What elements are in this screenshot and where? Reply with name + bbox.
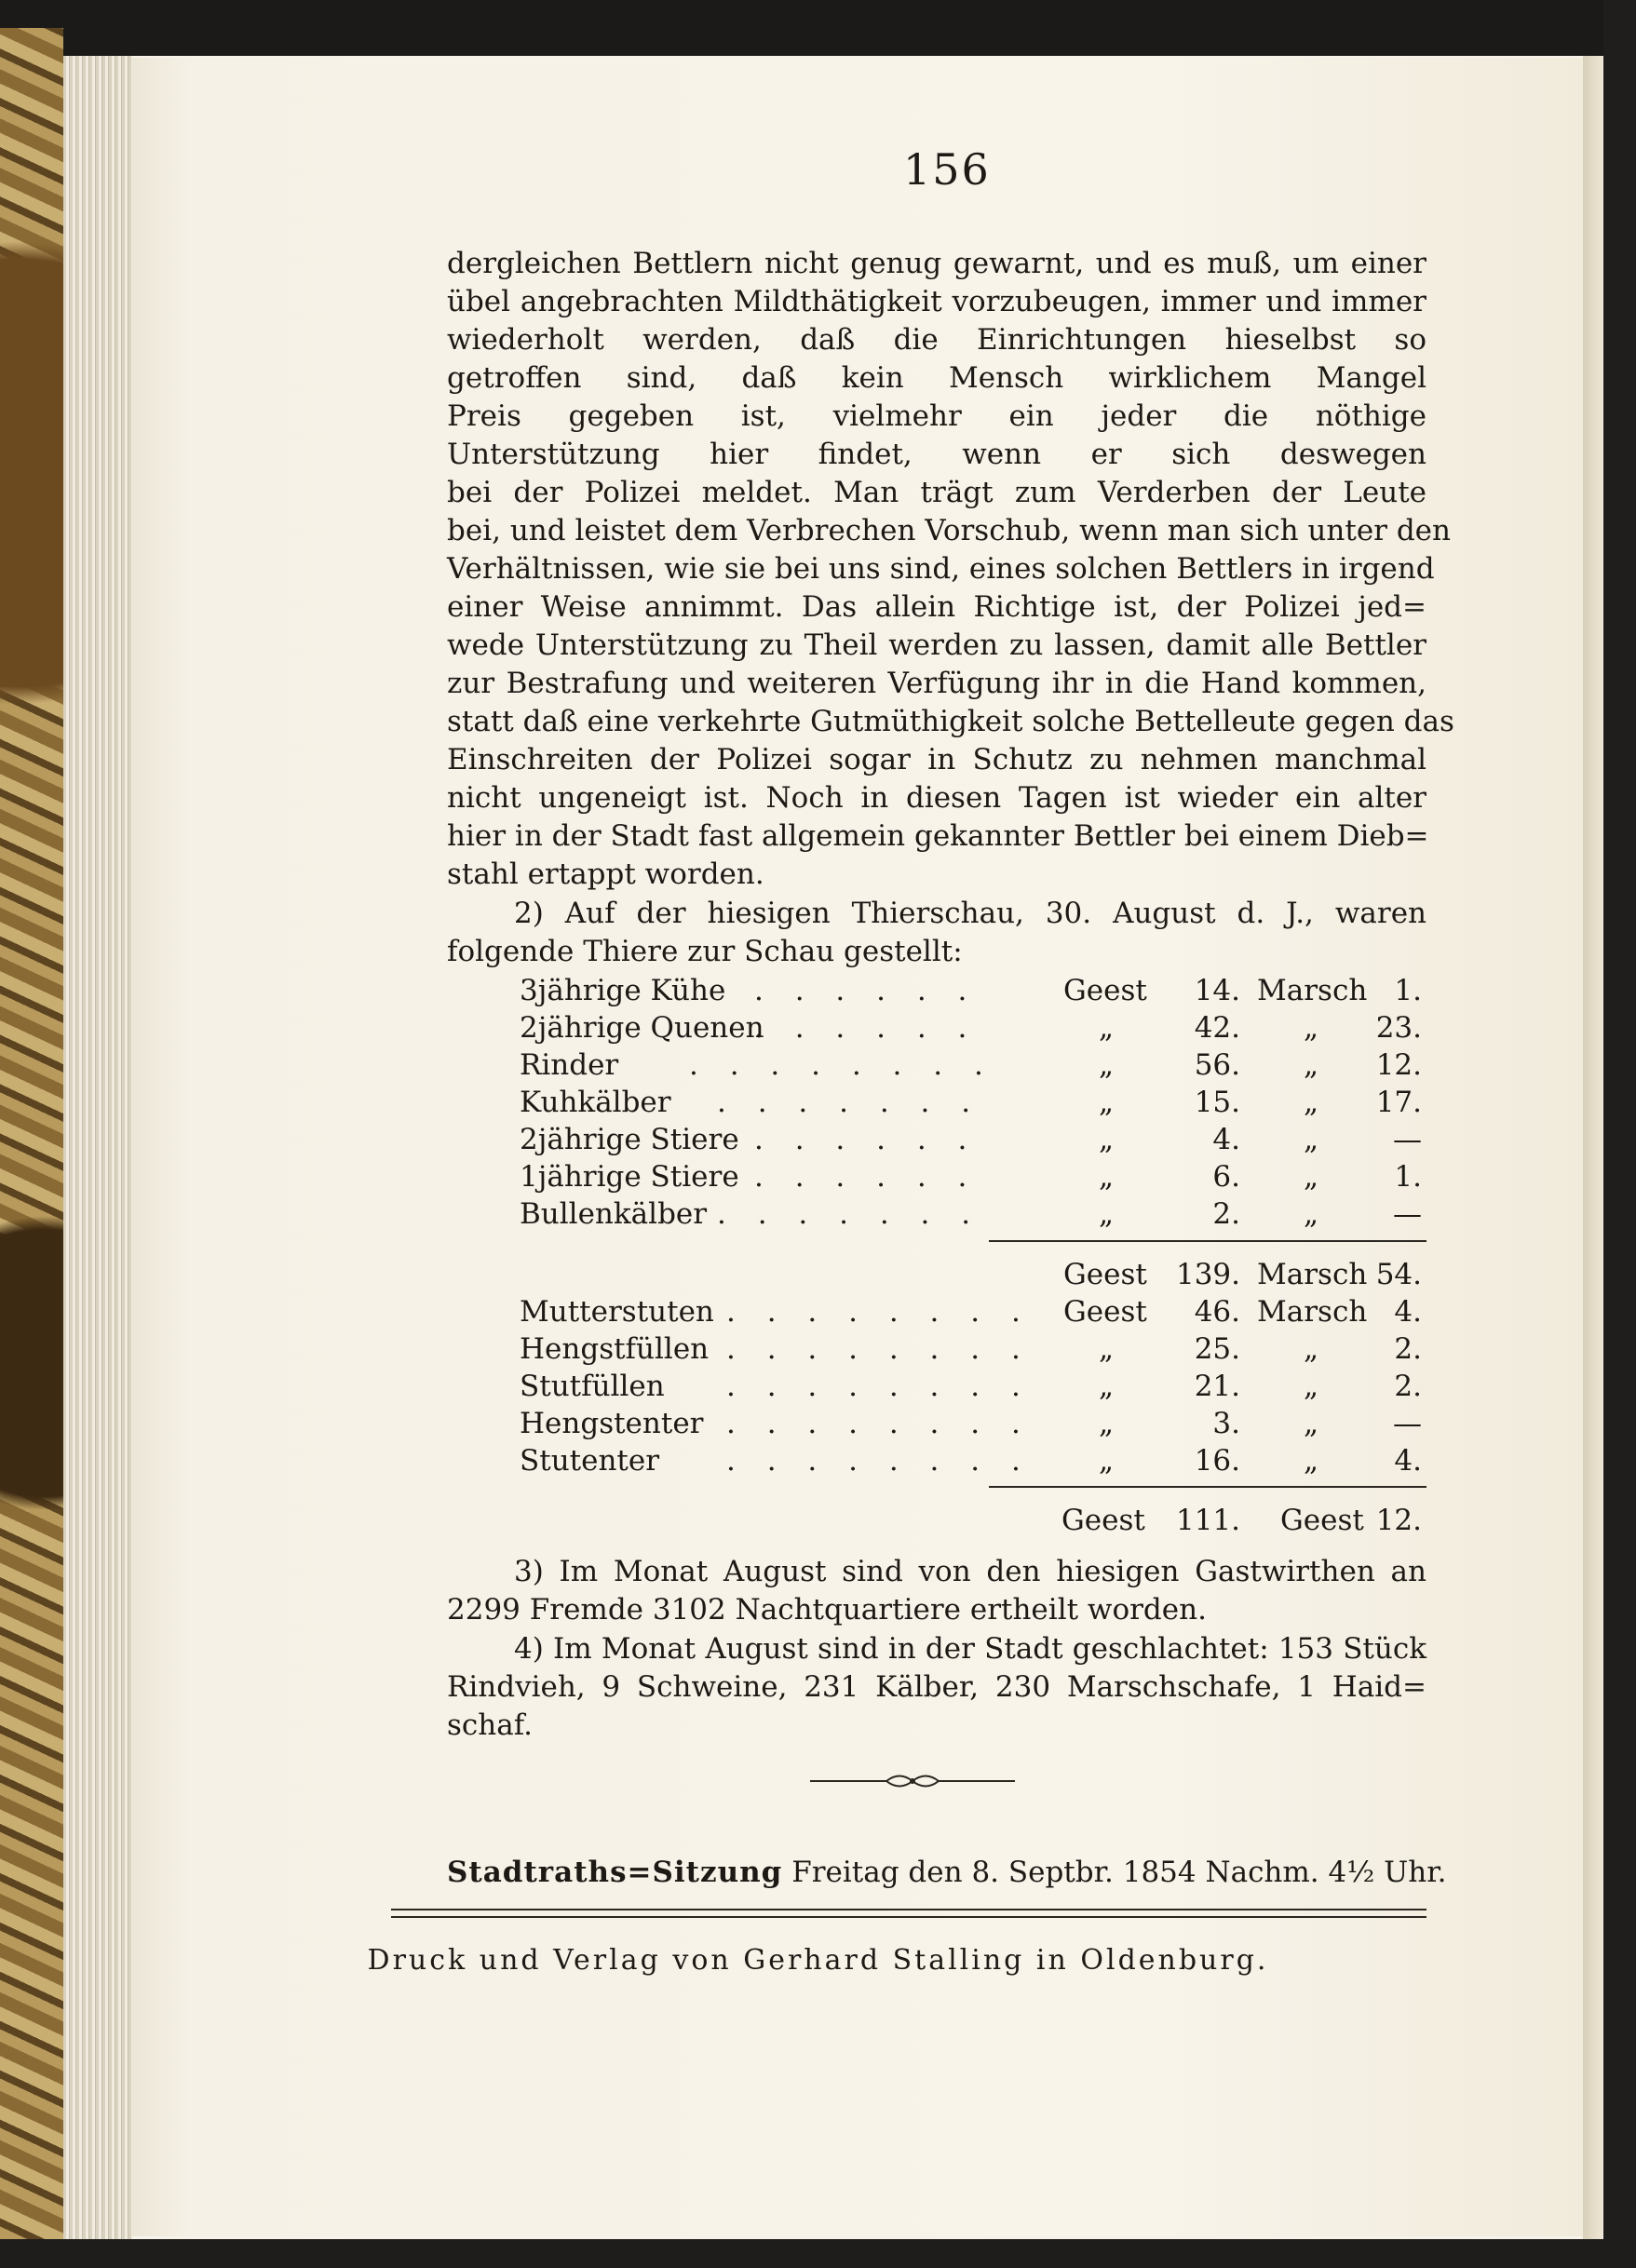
row-animal: Mutterstuten [520,1295,714,1329]
row-geest-label: „ [1099,1332,1115,1366]
table-row [447,1157,1426,1196]
item4-line: Rindvieh, 9 Schweine, 231 Kälber, 230 Marschschafe, 1 Haid= [447,1670,1426,1704]
row-geest-value: 15. [1194,1086,1240,1119]
row-dots: . . . . . . . . [726,1332,1032,1366]
row-animal: Rinder [520,1048,619,1082]
paragraph-line: Unterstützung hier findet, wenn er sich deswegen [447,438,1426,471]
row-marsch-label: „ [1304,1011,1319,1045]
paragraph-line: wiederholt werden, daß die Einrichtungen hieselbst so [447,323,1426,357]
item2-line: 2) Auf der hiesigen Thierschau, 30. August d. J., waren [514,897,1426,930]
row-marsch-value: 12. [1375,1048,1422,1082]
table-row [447,971,1426,1010]
row-marsch-label: „ [1304,1444,1319,1478]
total-geest-value: 139. [1175,1258,1240,1291]
row-dots: . . . . . . . . [726,1444,1032,1478]
row-marsch-value: 1. [1394,974,1422,1007]
table-row [447,1046,1426,1085]
row-geest-label: „ [1099,1407,1115,1440]
printer-imprint: Druck und Verlag von Gerhard Stalling in Oldenburg. [367,1944,1269,1977]
total-geest-label: Geest [1063,1258,1147,1291]
row-dots: . . . . . . [754,1160,979,1194]
row-animal: 3jährige Kühe [520,974,726,1007]
row-geest-label: „ [1099,1011,1115,1045]
paragraph-line: wede Unterstützung zu Theil werden zu lassen, damit alle Bettler [447,628,1426,662]
page-number: 156 [903,144,991,195]
row-dots: . . . . . . [754,1011,979,1045]
row-geest-label: „ [1099,1197,1115,1231]
total-marsch-value: 54. [1375,1258,1422,1291]
row-geest-label: „ [1099,1123,1115,1156]
row-animal: Stutenter [520,1444,660,1478]
table-row [447,1008,1426,1047]
paragraph-line: bei der Polizei meldet. Man trägt zum Verderben der Leute [447,476,1426,509]
row-geest-label: „ [1099,1444,1115,1478]
item3-line: 3) Im Monat August sind von den hiesigen Gastwirthen an [514,1555,1426,1588]
row-dots: . . . . . . [754,974,979,1007]
paragraph-line: nicht ungeneigt ist. Noch in diesen Tagen ist wieder ein alter [447,781,1426,815]
row-marsch-label: „ [1304,1123,1319,1156]
row-marsch-value: 2. [1394,1332,1422,1366]
row-animal: 1jährige Stiere [520,1160,739,1194]
row-geest-value: 42. [1194,1011,1240,1045]
session-title: Stadtraths=Sitzung [447,1856,783,1889]
row-animal: Hengstfüllen [520,1332,710,1366]
total-marsch-value: 12. [1375,1504,1422,1537]
row-geest-value: 14. [1194,974,1240,1007]
row-geest-value: 6. [1212,1160,1240,1194]
row-marsch-label: „ [1304,1370,1319,1403]
row-geest-value: 56. [1194,1048,1240,1082]
row-animal: Kuhkälber [520,1086,671,1119]
total-geest-value: 111. [1175,1504,1240,1537]
marbled-cover-edge [0,28,63,2253]
row-marsch-value: 23. [1375,1011,1422,1045]
session-notice [447,1853,1447,1892]
table-row [447,1367,1426,1406]
row-geest-value: 3. [1212,1407,1240,1440]
table-row [447,1120,1426,1159]
row-geest-value: 4. [1212,1123,1240,1156]
paragraph-line: getroffen sind, daß kein Mensch wirklichem Mangel [447,361,1426,395]
row-geest-label: „ [1099,1086,1115,1119]
row-marsch-value: — [1393,1407,1422,1440]
row-marsch-label: „ [1304,1086,1319,1119]
paragraph-line: dergleichen Bettlern nicht genug gewarnt, und es muß, um einer [447,247,1426,280]
row-marsch-value: 17. [1375,1086,1422,1119]
row-dots: . . . . . . . . [726,1370,1032,1403]
row-dots: . . . . . . . . [689,1048,994,1082]
row-marsch-label: Marsch [1257,1295,1368,1329]
paragraph-line: übel angebrachten Mildthätigkeit vorzubeugen, immer und immer [447,285,1426,318]
row-geest-label: Geest [1063,1295,1147,1329]
row-animal: 2jährige Stiere [520,1123,739,1156]
table-row [447,1404,1426,1443]
row-dots: . . . . . . . . [726,1295,1032,1329]
row-dots: . . . . . . . [717,1086,982,1119]
paragraph-line: statt daß eine verkehrte Gutmüthigkeit solche Bettelleute gegen das [447,705,1454,738]
row-marsch-label: „ [1304,1407,1319,1440]
scan-border-right [1603,0,1636,2268]
row-marsch-value: — [1393,1197,1422,1231]
paragraph-line: Verhältnissen, wie sie bei uns sind, eines solchen Bettlers in irgend [447,552,1435,586]
row-animal: Bullenkälber [520,1197,708,1231]
row-animal: Stutfüllen [520,1370,665,1403]
row-marsch-value: 4. [1394,1444,1422,1478]
paragraph-line: bei, und leistet dem Verbrechen Vorschub, wenn man sich unter den [447,514,1451,547]
row-geest-value: 16. [1194,1444,1240,1478]
paragraph-line: Einschreiten der Polizei sogar in Schutz zu nehmen manchmal [447,743,1426,776]
item4-line: schaf. [447,1708,533,1742]
paragraph-line: Preis gegeben ist, vielmehr ein jeder die nöthige [447,399,1426,433]
paragraph-line: einer Weise annimmt. Das allein Richtige ist, der Polizei jed= [447,590,1426,624]
footer-rule [391,1916,1426,1918]
row-animal: 2jährige Quenen [520,1011,764,1045]
row-marsch-label: „ [1304,1048,1319,1082]
row-marsch-label: „ [1304,1160,1319,1194]
page-stack-edge [63,56,132,2239]
row-marsch-label: Marsch [1257,974,1368,1007]
paragraph-line: stahl ertappt worden. [447,857,764,891]
table-row [447,1195,1426,1234]
scan-border-top [0,0,1636,56]
row-geest-value: 46. [1194,1295,1240,1329]
row-geest-label: „ [1099,1160,1115,1194]
row-geest-value: 25. [1194,1332,1240,1366]
row-geest-label: „ [1099,1048,1115,1082]
row-geest-label: „ [1099,1370,1115,1403]
table-row [447,1083,1426,1122]
total-marsch-label: Geest [1280,1504,1364,1537]
row-marsch-value: 4. [1394,1295,1422,1329]
ornament-divider [810,1769,1015,1793]
row-dots: . . . . . . . . [726,1407,1032,1440]
row-marsch-value: 1. [1394,1160,1422,1194]
row-animal: Hengstenter [520,1407,704,1440]
item2-line: folgende Thiere zur Schau gestellt: [447,935,963,968]
right-page-edge [1583,56,1603,2240]
row-marsch-label: „ [1304,1332,1319,1366]
session-text: Freitag den 8. Septbr. 1854 Nachm. 4½ Uhr. [791,1856,1447,1889]
total-marsch-label: Marsch [1257,1258,1368,1291]
table-row [447,1330,1426,1369]
row-marsch-label: „ [1304,1197,1319,1231]
table-row [447,1441,1426,1480]
row-marsch-value: 2. [1394,1370,1422,1403]
total-geest-label: Geest [1061,1504,1145,1537]
sum-rule [989,1240,1426,1242]
table-total-row [447,1255,1426,1294]
row-dots: . . . . . . [754,1123,979,1156]
table-row [447,1292,1426,1331]
row-geest-value: 21. [1194,1370,1240,1403]
scan-border-bottom [0,2239,1636,2268]
item3-line: 2299 Fremde 3102 Nachtquartiere ertheilt worden. [447,1593,1207,1627]
row-geest-value: 2. [1212,1197,1240,1231]
footer-rule [391,1909,1426,1910]
row-dots: . . . . . . . [717,1197,982,1231]
paragraph-line: hier in der Stadt fast allgemein gekannter Bettler bei einem Dieb= [447,819,1429,853]
paragraph-line: zur Bestrafung und weiteren Verfügung ihr in die Hand kommen, [447,667,1426,700]
item4-line: 4) Im Monat August sind in der Stadt geschlachtet: 153 Stück [514,1632,1426,1666]
row-geest-label: Geest [1063,974,1147,1007]
row-marsch-value: — [1393,1123,1422,1156]
table-total-row [447,1501,1426,1540]
sum-rule [989,1486,1426,1488]
